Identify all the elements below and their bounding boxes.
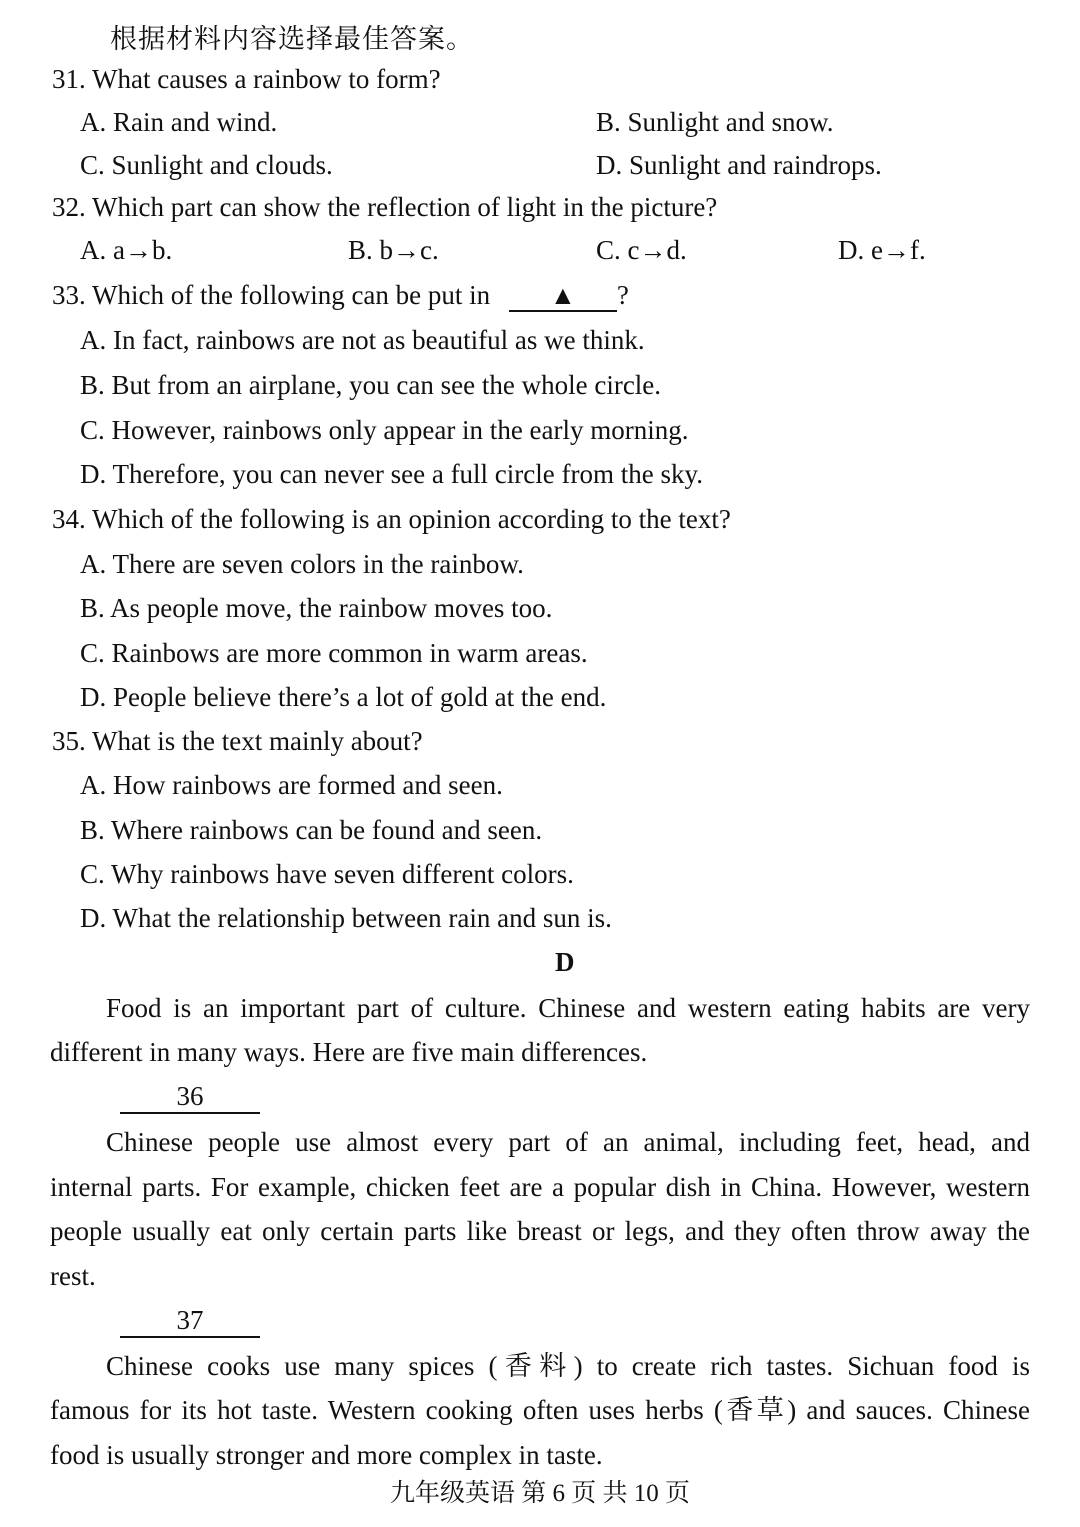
question-32-option-d: D. e→f. <box>838 235 926 265</box>
question-32-option-c: C. c→d. <box>596 235 687 265</box>
intro-line-1: Food is an important part of culture. Chinese and western eating habits are very <box>106 993 1030 1023</box>
question-35-option-d: D. What the relationship between rain and sun is. <box>80 903 612 933</box>
para36-line-3: people usually eat only certain parts like breast or legs, and they often throw away the <box>50 1216 1030 1246</box>
question-34-stem: 34. Which of the following is an opinion according to the text? <box>52 504 731 534</box>
instruction: 根据材料内容选择最佳答案。 <box>110 24 474 54</box>
question-33-option-d: D. Therefore, you can never see a full circle from the sky. <box>80 459 703 489</box>
question-35-option-a: A. How rainbows are formed and seen. <box>80 770 503 800</box>
para37-line-1: Chinese cooks use many spices (香料) to create rich tastes. Sichuan food is <box>106 1351 1030 1381</box>
answer-blank <box>509 282 617 312</box>
question-33-option-b: B. But from an airplane, you can see the whole circle. <box>80 370 662 400</box>
question-33-stem: 33. Which of the following can be put in <box>52 280 491 310</box>
page-footer: 九年级英语 第 6 页 共 10 页 <box>389 1480 690 1507</box>
blank-36: 36 <box>120 1080 260 1114</box>
para36-line-4: rest. <box>50 1261 96 1291</box>
para36-line-1: Chinese people use almost every part of an animal, including feet, head, and <box>106 1127 1030 1157</box>
question-32-option-b: B. b→c. <box>348 235 439 265</box>
para36-line-2: internal parts. For example, chicken feet are a popular dish in China. However, western <box>50 1172 1030 1202</box>
question-35-option-b: B. Where rainbows can be found and seen. <box>80 815 543 845</box>
section-heading: D <box>555 947 575 977</box>
triangle-icon: ▲ <box>550 281 576 310</box>
blank-37: 37 <box>120 1304 260 1338</box>
question-32-stem: 32. Which part can show the reflection of light in the picture? <box>52 192 718 222</box>
question-33-option-a: A. In fact, rainbows are not as beautiful as we think. <box>80 325 645 355</box>
question-33-option-c: C. However, rainbows only appear in the early morning. <box>80 415 689 445</box>
question-31-option-a: A. Rain and wind. <box>80 107 278 137</box>
question-35-stem: 35. What is the text mainly about? <box>52 726 423 756</box>
question-31-option-c: C. Sunlight and clouds. <box>80 150 333 180</box>
para37-line-3: food is usually stronger and more complex in taste. <box>50 1440 603 1470</box>
para37-line-2: famous for its hot taste. Western cooking often uses herbs (香草) and sauces. Chinese <box>50 1395 1030 1425</box>
question-33-stem-line <box>52 278 629 312</box>
question-31-option-d: D. Sunlight and raindrops. <box>596 150 882 180</box>
question-35-option-c: C. Why rainbows have seven different colors. <box>80 859 574 889</box>
question-34-option-b: B. As people move, the rainbow moves too. <box>80 593 553 623</box>
question-32-option-a: A. a→b. <box>80 235 173 265</box>
question-34-option-d: D. People believe there’s a lot of gold at the end. <box>80 682 607 712</box>
question-33-stem-end: ? <box>616 280 629 310</box>
question-34-option-a: A. There are seven colors in the rainbow. <box>80 549 524 579</box>
intro-line-2: different in many ways. Here are five main differences. <box>50 1037 648 1067</box>
question-31-option-b: B. Sunlight and snow. <box>596 107 834 137</box>
question-31-stem: 31. What causes a rainbow to form? <box>52 64 441 94</box>
question-34-option-c: C. Rainbows are more common in warm areas. <box>80 638 588 668</box>
